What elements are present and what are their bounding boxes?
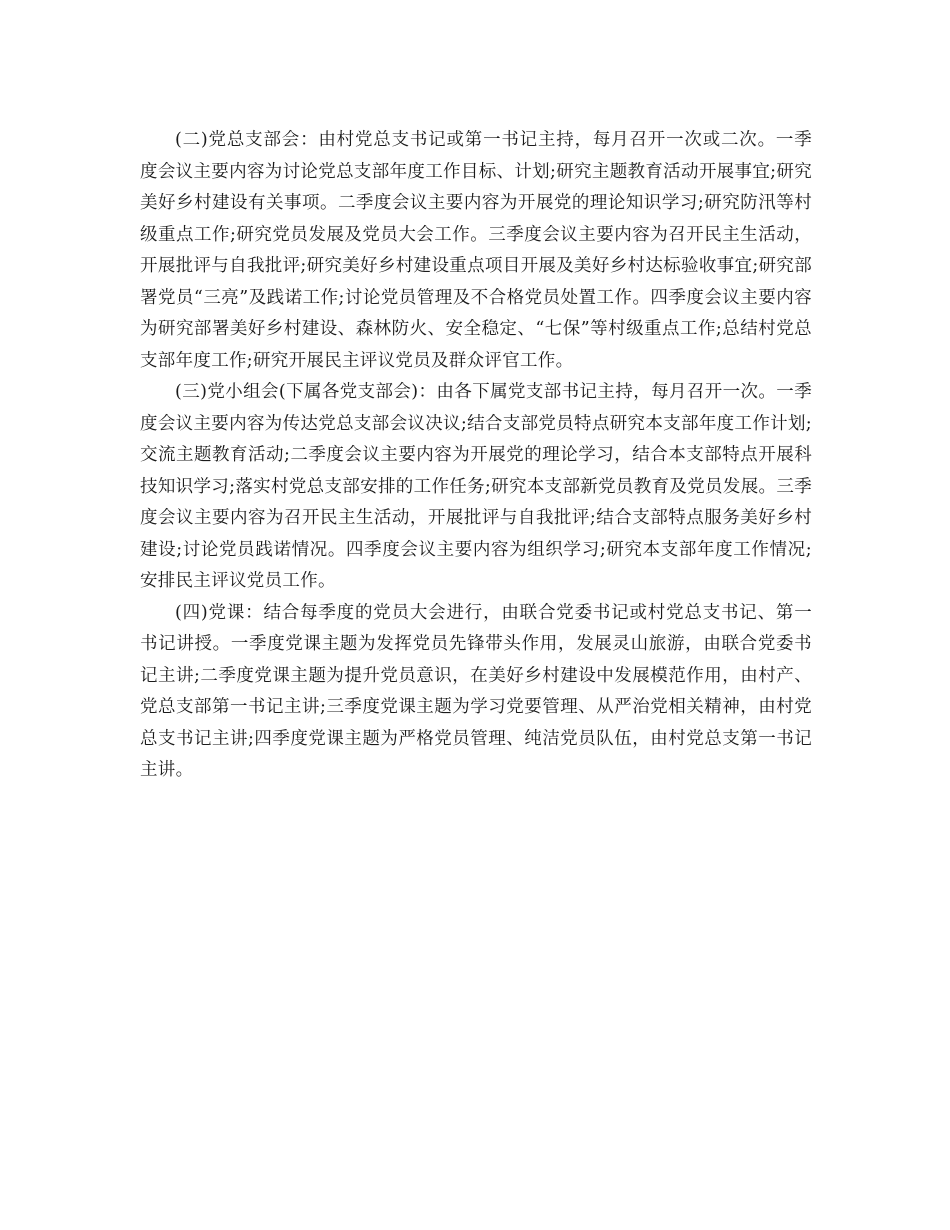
paragraph-party-group-meeting: (三)党小组会(下属各党支部会)：由各下属党支部书记主持，每月召开一次。一季度会议主要内容为传达党总支部会议决议;结合支部党员特点研究本支部年度工作计划;交流主题教育活动;二季度会议主要内容为开展党的理论学习，结合本支部特点开展科技知识学习;落实村党总支部安排的工作任务;研究本支部新党员教育及党员发展。三季度会议主要内容为召开民主生活动，开展批评与自我批评;结合支部特点服务美好乡村建设;讨论党员践诺情况。四季度会议主要内容为组织学习;研究本支部年度工作情况;安排民主评议党员工作。 — [140, 382, 812, 591]
document-body — [140, 125, 812, 787]
paragraph-party-branch-meeting: (二)党总支部会：由村党总支书记或第一书记主持，每月召开一次或二次。一季度会议主要内容为讨论党总支部年度工作目标、计划;研究主题教育活动开展事宜;研究美好乡村建设有关事项。二季度会议主要内容为开展党的理论知识学习;研究防汛等村级重点工作;研究党员发展及党员大会工作。三季度会议主要内容为召开民主生活动，开展批评与自我批评;研究美好乡村建设重点项目开展及美好乡村达标验收事宜;研究部署党员“三亮”及践诺工作;讨论党员管理及不合格党员处置工作。四季度会议主要内容为研究部署美好乡村建设、森林防火、安全稳定、“七保”等村级重点工作;总结村党总支部年度工作;研究开展民主评议党员及群众评官工作。 — [140, 130, 812, 371]
paragraph-party-lecture: (四)党课：结合每季度的党员大会进行，由联合党委书记或村党总支书记、第一书记讲授。一季度党课主题为发挥党员先锋带头作用，发展灵山旅游，由联合党委书记主讲;二季度党课主题为提升党员意识，在美好乡村建设中发展模范作用，由村产、党总支部第一书记主讲;三季度党课主题为学习党要管理、从严治党相关精神，由村党总支书记主讲;四季度党课主题为严格党员管理、纯洁党员队伍，由村党总支第一书记主讲。 — [140, 602, 812, 780]
